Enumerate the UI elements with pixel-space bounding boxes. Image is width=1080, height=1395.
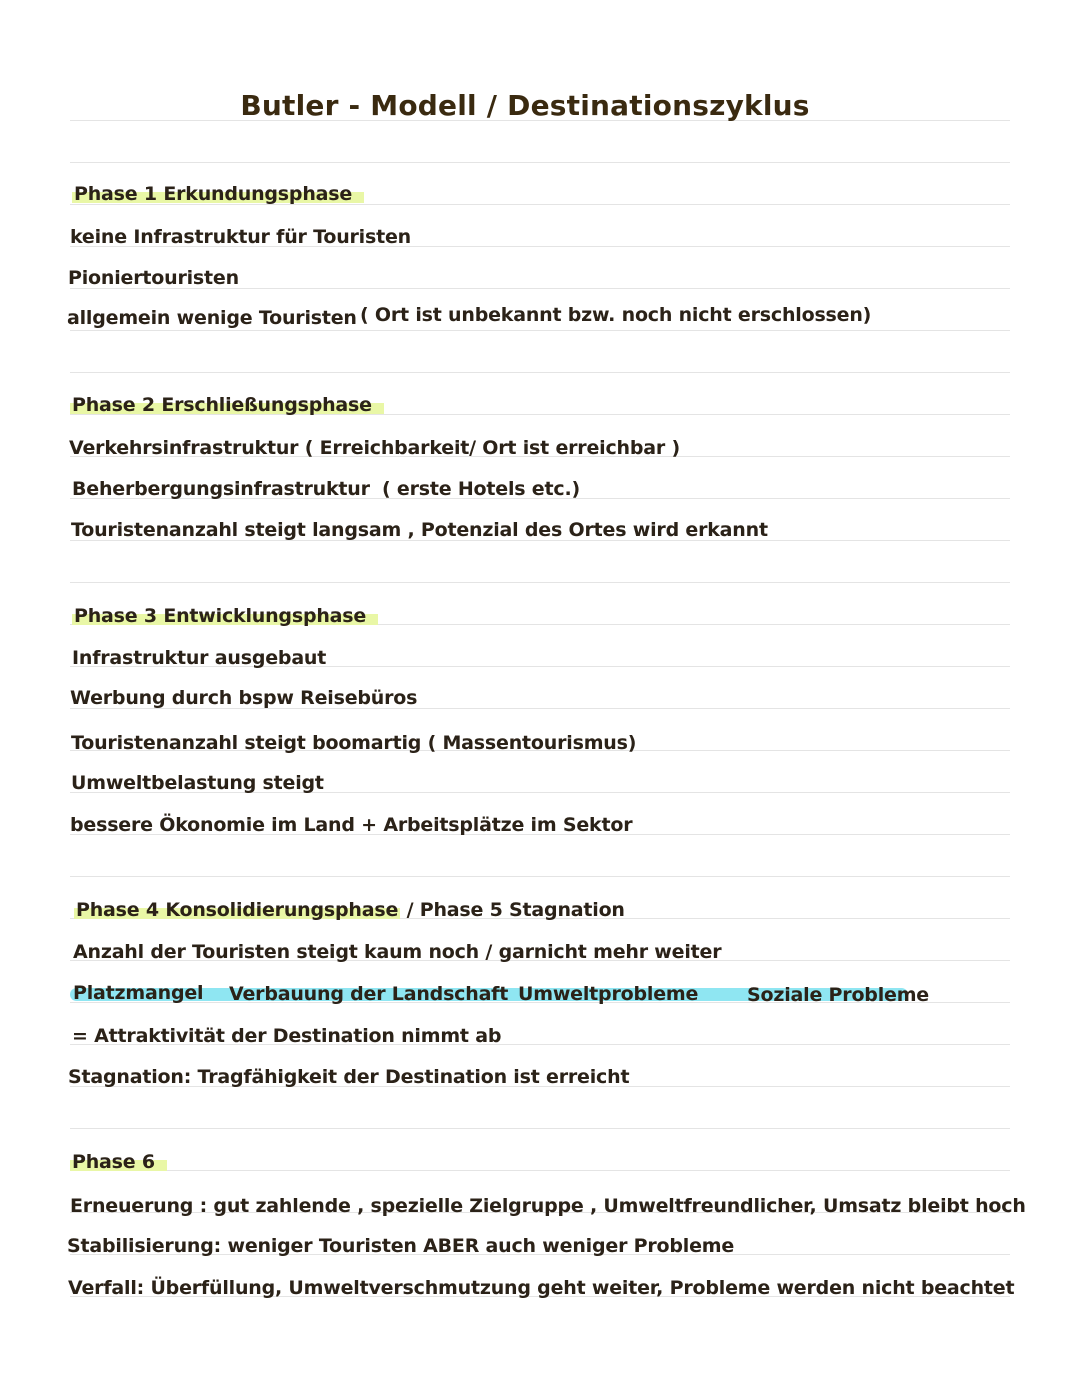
phase45-heading xyxy=(74,898,625,922)
ruled-line xyxy=(70,162,1010,163)
problem-item: Soziale Probleme xyxy=(747,984,929,1006)
phase3-line: Werbung durch bspw Reisebüros xyxy=(70,687,418,709)
problem-item: Verbauung der Landschaft xyxy=(229,983,509,1005)
problem-item: Umweltprobleme xyxy=(518,983,699,1005)
ruled-line xyxy=(70,582,1010,583)
phase1-line: keine Infrastruktur für Touristen xyxy=(70,226,412,248)
phase6-line: Verfall: Überfüllung, Umweltverschmutzung geht weiter, Probleme werden nicht beachtet xyxy=(68,1277,1015,1299)
phase2-heading xyxy=(70,393,384,417)
phase1-line: Pioniertouristen xyxy=(68,267,239,289)
problem-item: Platzmangel xyxy=(73,982,204,1004)
phase6-heading-text: Phase 6 xyxy=(70,1151,167,1173)
phase6-heading xyxy=(70,1150,167,1174)
ruled-line xyxy=(70,1170,1010,1171)
phase45-line: Anzahl der Touristen steigt kaum noch / garnicht mehr weiter xyxy=(73,941,722,963)
phase6-line: Erneuerung : gut zahlende , spezielle Zielgruppe , Umweltfreundlicher, Umsatz bleibt hoch xyxy=(70,1195,1026,1217)
phase2-line: Touristenanzahl steigt langsam , Potenzial des Ortes wird erkannt xyxy=(71,519,768,541)
phase3-line: Touristenanzahl steigt boomartig ( Massentourismus) xyxy=(71,732,637,754)
ruled-line xyxy=(70,330,1010,331)
phase5-heading-text: / Phase 5 Stagnation xyxy=(406,899,625,921)
phase45-line: = Attraktivität der Destination nimmt ab xyxy=(72,1025,502,1047)
phase3-heading-text: Phase 3 Entwicklungsphase xyxy=(72,605,378,627)
phase2-line: Beherbergungsinfrastruktur xyxy=(72,478,370,500)
phase1-heading-text: Phase 1 Erkundungsphase xyxy=(72,183,364,205)
ruled-line xyxy=(70,1128,1010,1129)
phase1-line: allgemein wenige Touristen xyxy=(67,307,357,329)
phase1-note: ( Ort ist unbekannt bzw. noch nicht erschlossen) xyxy=(360,304,872,326)
phase1-heading xyxy=(72,182,364,206)
ruled-line xyxy=(70,372,1010,373)
phase2-note: ( erste Hotels etc.) xyxy=(382,478,580,500)
phase4-heading-text: Phase 4 Konsolidierungsphase xyxy=(76,899,399,921)
ruled-line xyxy=(70,876,1010,877)
phase3-line: bessere Ökonomie im Land + Arbeitsplätze im Sektor xyxy=(70,814,633,836)
phase3-line: Umweltbelastung steigt xyxy=(71,772,324,794)
phase2-line: Verkehrsinfrastruktur ( Erreichbarkeit/ Ort ist erreichbar ) xyxy=(69,437,680,459)
phase3-heading xyxy=(72,604,378,628)
phase2-heading-text: Phase 2 Erschließungsphase xyxy=(70,394,384,416)
phase45-line: Stagnation: Tragfähigkeit der Destination ist erreicht xyxy=(68,1066,630,1088)
phase6-line: Stabilisierung: weniger Touristen ABER auch weniger Probleme xyxy=(67,1235,735,1257)
phase3-line: Infrastruktur ausgebaut xyxy=(72,647,327,669)
page-title: Butler - Modell / Destinationszyklus xyxy=(240,89,810,122)
